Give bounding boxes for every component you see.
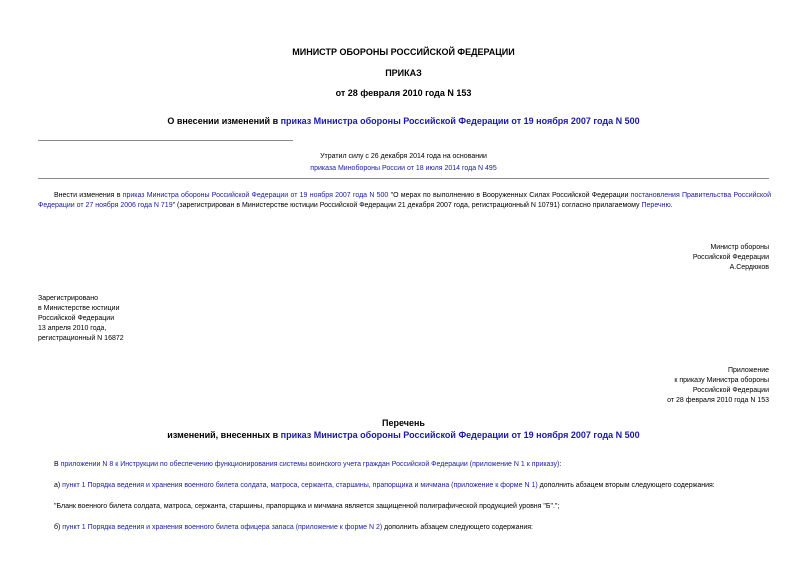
p1-link-resolution[interactable]: постановления Правительства Российской Федерации от 27 ноября 2006 года N 719 [38,192,771,209]
registration-line-3: Российской Федерации [38,315,115,322]
divider-short [38,140,293,141]
divider-long [38,178,769,179]
registration-line-4: 13 апреля 2010 года, [38,325,107,332]
lp2-text-b: дополнить абзацем вторым следующего содержания: [537,482,715,489]
appendix-line-4: от 28 февраля 2010 года N 153 [667,397,769,404]
list-paragraph-2 [54,481,771,491]
lp1-link[interactable]: приложении N 8 к Инструкции по обеспечению функционирования системы воинского учета граждан Российской Федерации (приложение N 1 к приказу) [60,461,560,468]
list-title: Перечень [382,418,425,428]
p1-text-d: . [670,202,673,209]
lp1-text-a: В [54,461,61,468]
signature-position: Министр обороны [710,244,769,251]
list-subtitle-prefix: изменений, внесенных в [167,430,281,440]
registration-block [38,294,238,344]
status-link[interactable]: приказа Минобороны России от 18 июля 2014 года N 495 [310,165,497,172]
registration-line-5: регистрационный N 16872 [38,335,124,342]
appendix-line-1: Приложение [727,367,769,374]
appendix-line-2: к приказу Министра обороны [674,377,769,384]
list-subtitle [0,430,807,440]
status-link-line [0,164,807,174]
p1-text-b: "О мерах по выполнению в Вооруженных Силах Российской Федерации [388,192,631,199]
document-date-number: от 28 февраля 2010 года N 153 [335,88,472,98]
registration-line-1: Зарегистрировано [38,295,98,302]
list-paragraph-4 [54,523,771,533]
registration-line-2: в Министерстве юстиции [38,305,120,312]
p1-text-c: " (зарегистрирован в Министерстве юстиции Российской Федерации 21 декабря 2007 года, регистрационный N 10791) согласно прилагаемому [172,202,642,209]
list-subtitle-link[interactable]: приказ Министра обороны Российской Федерации от 19 ноября 2007 года N 500 [280,430,640,440]
appendix-line-3: Российской Федерации [692,387,769,394]
lp1-text-b: : [559,461,562,468]
signature-country: Российской Федерации [692,254,769,261]
title-prefix: О внесении изменений в [167,116,281,126]
p1-link-list[interactable]: Перечню [641,202,671,209]
ministry-heading: МИНИСТР ОБОРОНЫ РОССИЙСКОЙ ФЕДЕРАЦИИ [292,47,515,57]
lp2-text-a: а) [54,482,63,489]
list-paragraph-3: "Бланк военного билета солдата, матроса, сержанта, старшины, прапорщика и мичмана является защищенной полиграфической продукцией уровня "Б"."; [54,503,560,510]
list-paragraph-1 [54,460,771,470]
lp4-text-a: б) [54,524,63,531]
signature-block [569,243,769,273]
appendix-block [549,366,769,406]
p1-link-order[interactable]: приказ Министра обороны Российской Федерации от 19 ноября 2007 года N 500 [122,192,389,199]
p1-text-a: Внести изменения в [54,192,123,199]
document-type: ПРИКАЗ [385,68,422,78]
lp4-text-b: дополнить абзацем следующего содержания: [382,524,534,531]
main-paragraph [38,191,771,211]
lp4-link[interactable]: пункт 1 Порядка ведения и хранения военного билета офицера запаса (приложение к форме N 2) [62,524,383,531]
document-title [0,116,807,126]
lp2-link[interactable]: пункт 1 Порядка ведения и хранения военного билета солдата, матроса, сержанта, старшины, прапорщика и мичмана (приложение к форме N 1) [62,482,538,489]
signature-name: А.Сердюков [729,264,769,271]
status-line: Утратил силу с 26 декабря 2014 года на основании [320,153,487,160]
title-link[interactable]: приказ Министра обороны Российской Федерации от 19 ноября 2007 года N 500 [280,116,640,126]
